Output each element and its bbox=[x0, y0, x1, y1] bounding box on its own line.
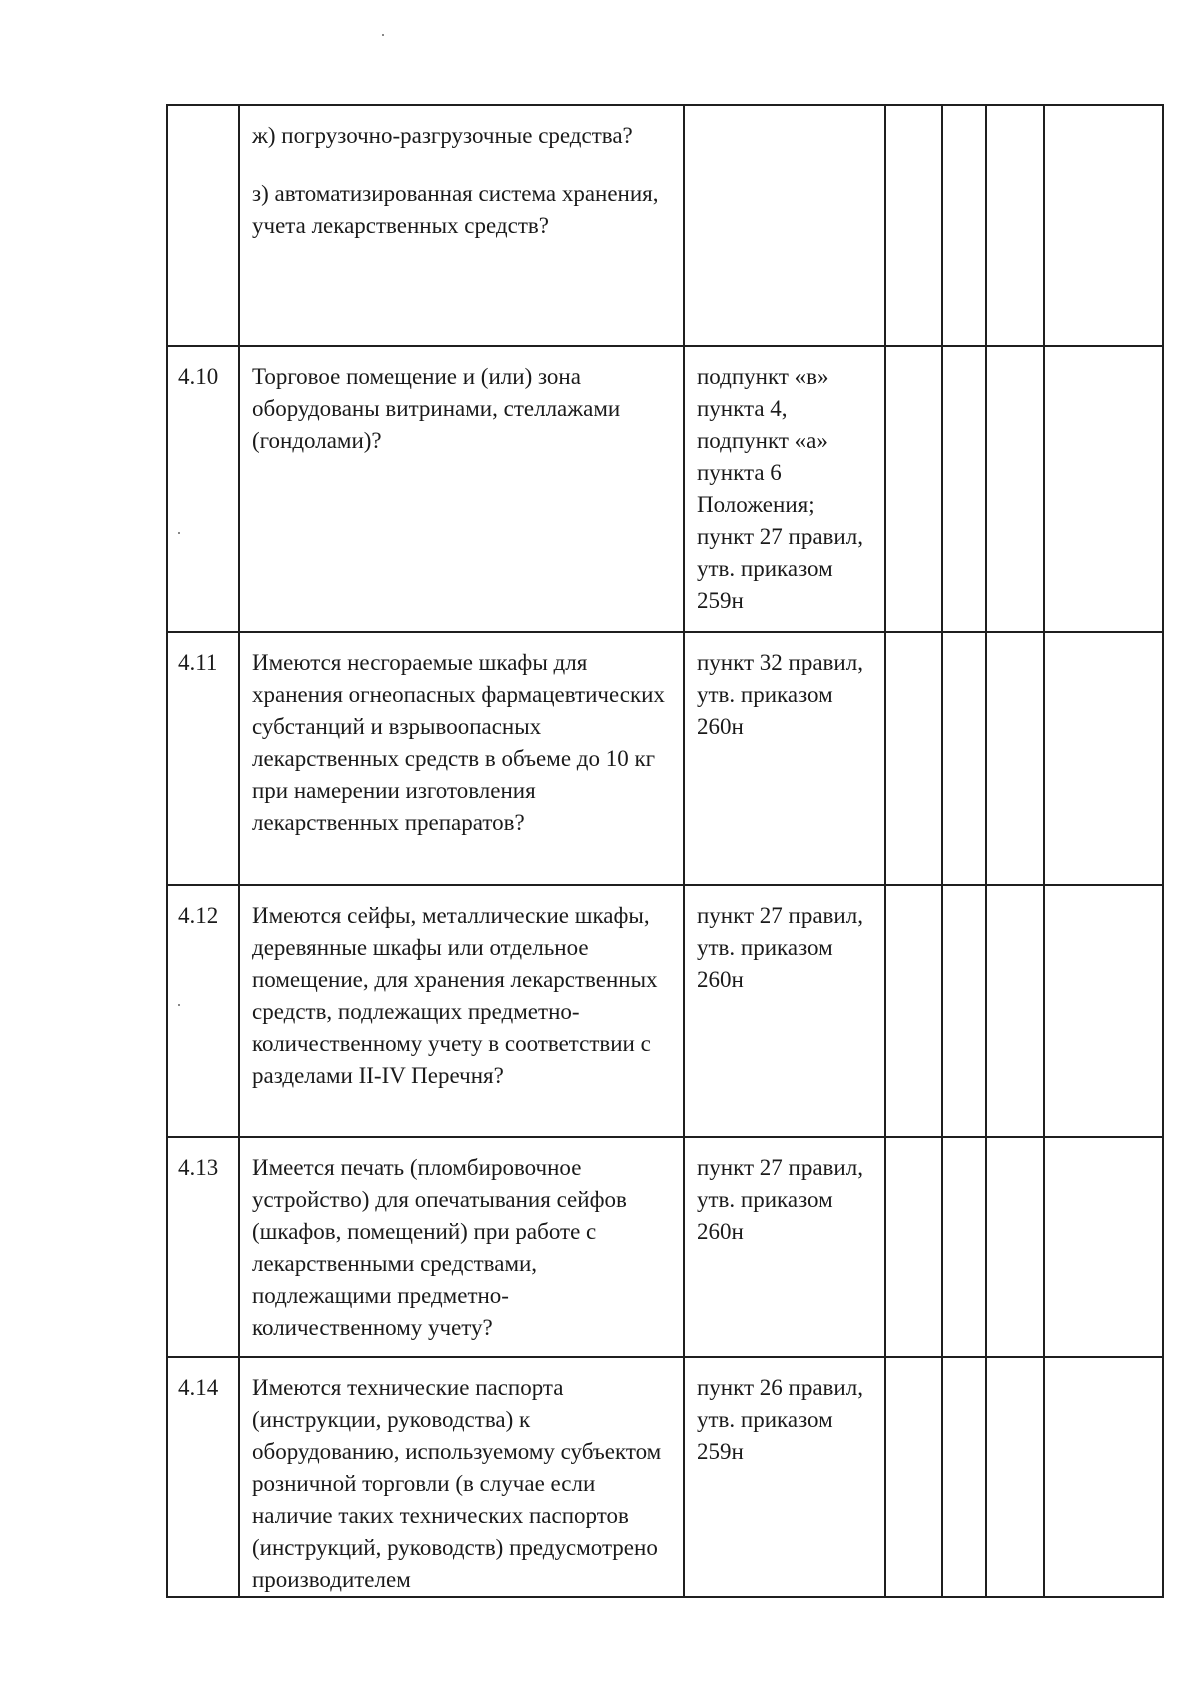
checklist-table bbox=[166, 104, 1164, 1598]
table-row bbox=[167, 885, 1163, 1137]
answer-cell bbox=[1044, 632, 1163, 885]
answer-cell bbox=[885, 346, 942, 632]
answer-cell bbox=[1044, 885, 1163, 1137]
question-part: з) автоматизированная система хранения, учета лекарственных средств? bbox=[252, 181, 659, 238]
question-part: Имеются технические паспорта (инструкции, руководства) к оборудованию, используемому субъектом розничной торговли (в случае если наличие таких технических паспортов (инструкций, руководств) предусмотрено производителем bbox=[252, 1375, 662, 1592]
answer-cell bbox=[986, 105, 1044, 346]
requirement-question bbox=[239, 346, 684, 632]
answer-cell bbox=[942, 1357, 986, 1597]
answer-cell bbox=[885, 1137, 942, 1357]
legal-reference: пункт 32 правил, утв. приказом 260н bbox=[684, 632, 885, 885]
answer-cell bbox=[986, 885, 1044, 1137]
requirement-question bbox=[239, 885, 684, 1137]
answer-cell bbox=[885, 1357, 942, 1597]
item-number bbox=[167, 105, 239, 346]
answer-cell bbox=[942, 346, 986, 632]
question-part: Имеются сейфы, металлические шкафы, деревянные шкафы или отдельное помещение, для хранения лекарственных средств, подлежащих предметно-количественному учету в соответствии с разделами II-IV Перечня? bbox=[252, 903, 658, 1088]
legal-reference bbox=[684, 105, 885, 346]
answer-cell bbox=[1044, 1137, 1163, 1357]
question-part: ж) погрузочно-разгрузочные средства? bbox=[252, 123, 633, 148]
table-row bbox=[167, 346, 1163, 632]
answer-cell bbox=[1044, 1357, 1163, 1597]
answer-cell bbox=[986, 632, 1044, 885]
table-row bbox=[167, 1357, 1163, 1597]
answer-cell bbox=[942, 1137, 986, 1357]
legal-reference: подпункт «в» пункта 4, подпункт «а» пункта 6 Положения; пункт 27 правил, утв. приказом 259н bbox=[684, 346, 885, 632]
requirement-question bbox=[239, 1357, 684, 1597]
table-row bbox=[167, 105, 1163, 346]
table-row bbox=[167, 1137, 1163, 1357]
question-part: Имеется печать (пломбировочное устройство) для опечатывания сейфов (шкафов, помещений) при работе с лекарственными средствами, подлежащими предметно-количественному учету? bbox=[252, 1155, 627, 1340]
answer-cell bbox=[942, 632, 986, 885]
requirement-question bbox=[239, 1137, 684, 1357]
answer-cell bbox=[942, 105, 986, 346]
question-part: Торговое помещение и (или) зона оборудованы витринами, стеллажами (гондолами)? bbox=[252, 364, 621, 453]
item-number: 4.10 bbox=[167, 346, 239, 632]
question-part: Имеются несгораемые шкафы для хранения огнеопасных фармацевтических субстанций и взрывоопасных лекарственных средств в объеме до 10 кг при намерении изготовления лекарственных препаратов? bbox=[252, 650, 665, 835]
answer-cell bbox=[885, 105, 942, 346]
legal-reference: пункт 27 правил, утв. приказом 260н bbox=[684, 885, 885, 1137]
legal-reference: пункт 27 правил, утв. приказом 260н bbox=[684, 1137, 885, 1357]
table-row bbox=[167, 632, 1163, 885]
legal-reference: пункт 26 правил, утв. приказом 259н bbox=[684, 1357, 885, 1597]
answer-cell bbox=[885, 632, 942, 885]
answer-cell bbox=[1044, 105, 1163, 346]
requirement-question bbox=[239, 105, 684, 346]
requirement-question bbox=[239, 632, 684, 885]
answer-cell bbox=[986, 1137, 1044, 1357]
item-number: 4.13 bbox=[167, 1137, 239, 1357]
answer-cell bbox=[1044, 346, 1163, 632]
scan-speck bbox=[382, 34, 384, 36]
answer-cell bbox=[986, 346, 1044, 632]
item-number: 4.12 bbox=[167, 885, 239, 1137]
item-number: 4.11 bbox=[167, 632, 239, 885]
item-number: 4.14 bbox=[167, 1357, 239, 1597]
answer-cell bbox=[885, 885, 942, 1137]
answer-cell bbox=[942, 885, 986, 1137]
answer-cell bbox=[986, 1357, 1044, 1597]
